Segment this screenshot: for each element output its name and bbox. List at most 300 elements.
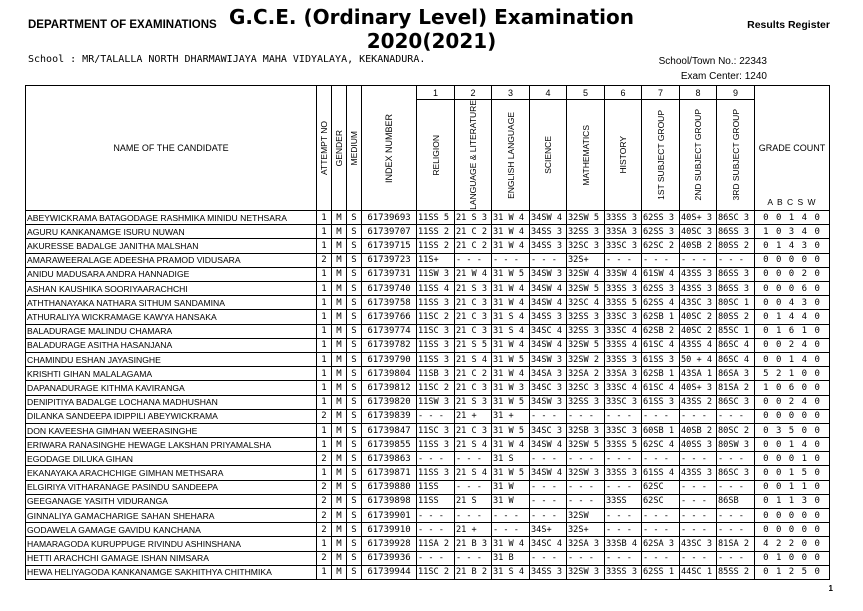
subject-result: - - - <box>530 480 567 494</box>
subject-result: 43SS 3 <box>680 282 717 296</box>
medium: S <box>347 225 362 239</box>
grade-count: 0 0 1 4 0 <box>755 438 830 452</box>
subject-result: - - - <box>417 452 455 466</box>
subject-result: 34SW 4 <box>530 211 567 225</box>
subject-result: 34SW 3 <box>530 352 567 366</box>
subject-result: - - - <box>455 253 492 267</box>
grade-count: 0 0 1 4 0 <box>755 211 830 225</box>
subject-result: 11SS 3 <box>417 438 455 452</box>
exam-title-line1: G.C.E. (Ordinary Level) Examination <box>228 5 635 29</box>
subject-result: 40SB 2 <box>680 239 717 253</box>
school-town-info <box>659 54 767 84</box>
subject-result: 34SC 3 <box>530 381 567 395</box>
gender: M <box>332 367 347 381</box>
subject-result: 62SB 2 <box>642 324 680 338</box>
index-number: 61739723 <box>362 253 417 267</box>
medium: S <box>347 509 362 523</box>
subject-result: - - - <box>642 253 680 267</box>
subject-result: 86SS 3 <box>717 267 755 281</box>
index-number: 61739928 <box>362 537 417 551</box>
candidate-name: ATHTHANAYAKA NATHARA SITHUM SANDAMINA <box>26 296 317 310</box>
grade-count: 0 0 2 4 0 <box>755 338 830 352</box>
subject-result: 11SC 2 <box>417 310 455 324</box>
medium: S <box>347 523 362 537</box>
candidate-name: CHAMINDU ESHAN JAYASINGHE <box>26 352 317 366</box>
subject-result: 33SS 4 <box>605 338 642 352</box>
subject-result: 40SC 2 <box>680 310 717 324</box>
index-number: 61739758 <box>362 296 417 310</box>
subject-result: 32SS 3 <box>567 225 605 239</box>
candidate-name: KRISHTI GIHAN MALALAGAMA <box>26 367 317 381</box>
subject-result: 61SS 3 <box>642 395 680 409</box>
index-number: 61739847 <box>362 423 417 437</box>
subject-result: 21 W 4 <box>455 267 492 281</box>
candidate-name: GEEGANAGE YASITH VIDURANGA <box>26 494 317 508</box>
index-number: 61739766 <box>362 310 417 324</box>
candidate-name: AMARAWEERALAGE ADEESHA PRAMOD VIDUSARA <box>26 253 317 267</box>
attempt-no: 1 <box>317 338 332 352</box>
medium: S <box>347 338 362 352</box>
subject-result: 21 S 4 <box>455 466 492 480</box>
grade-count: 0 0 1 5 0 <box>755 466 830 480</box>
subject-result: 32SB 3 <box>567 423 605 437</box>
subject-result: - - - <box>642 452 680 466</box>
subject-result: - - - <box>530 509 567 523</box>
subject-header-history: HISTORY <box>605 100 642 211</box>
subject-result: 34SW 4 <box>530 466 567 480</box>
subject-result: 33SC 3 <box>605 310 642 324</box>
subject-result: - - - <box>680 551 717 565</box>
subject-result: - - - <box>717 523 755 537</box>
subject-result: - - - <box>605 480 642 494</box>
candidate-name: EKANAYAKA ARACHCHIGE GIMHAN METHSARA <box>26 466 317 480</box>
subject-result: 31 W 5 <box>492 267 530 281</box>
attempt-no: 2 <box>317 551 332 565</box>
subject-result: - - - <box>530 409 567 423</box>
subject-result: 21 C 2 <box>455 239 492 253</box>
subject-result: 60SB 1 <box>642 423 680 437</box>
subject-header-group1: 1ST SUBJECT GROUP <box>642 100 680 211</box>
subject-result: 21 + <box>455 523 492 537</box>
subject-result: 61SW 4 <box>642 267 680 281</box>
medium: S <box>347 466 362 480</box>
subject-result: 61SS 4 <box>642 466 680 480</box>
table-row <box>26 480 830 494</box>
subject-result: 43SS 3 <box>680 466 717 480</box>
candidate-name: DON KAVEESHA GIMHAN WEERASINGHE <box>26 423 317 437</box>
subject-result: - - - <box>717 480 755 494</box>
subject-result: 34SC 4 <box>530 324 567 338</box>
subject-result: 21 C 3 <box>455 381 492 395</box>
gender: M <box>332 565 347 579</box>
subject-result: 33SW 4 <box>605 267 642 281</box>
subject-result: - - - <box>717 253 755 267</box>
attempt-no: 2 <box>317 253 332 267</box>
subject-result: 40SB 2 <box>680 423 717 437</box>
subject-result: - - - <box>567 409 605 423</box>
subject-result: - - - <box>605 551 642 565</box>
school-town-number: School/Town No.: 22343 <box>658 56 767 67</box>
subject-result: - - - <box>680 409 717 423</box>
medium: S <box>347 494 362 508</box>
subject-header-mathematics: MATHEMATICS <box>567 100 605 211</box>
medium: S <box>347 452 362 466</box>
index-number: 61739910 <box>362 523 417 537</box>
subject-result: 43SS 2 <box>680 395 717 409</box>
attempt-no: 1 <box>317 310 332 324</box>
subject-result: 34SC 4 <box>530 537 567 551</box>
subject-result: 31 W 4 <box>492 239 530 253</box>
subject-result: 62SS 3 <box>642 211 680 225</box>
subject-result: 21 C 3 <box>455 423 492 437</box>
exam-center: Exam Center: 1240 <box>680 71 767 82</box>
subject-result: 34SC 3 <box>530 423 567 437</box>
table-row <box>26 423 830 437</box>
subject-result: 31 S 4 <box>492 565 530 579</box>
subject-number: 2 <box>455 86 492 100</box>
subject-result: 31 W 5 <box>492 352 530 366</box>
candidate-name: GINNALIYA GAMACHARIGE SAHAN SHEHARA <box>26 509 317 523</box>
table-row <box>26 494 830 508</box>
grade-count: 0 0 4 3 0 <box>755 296 830 310</box>
subject-result: 31 W 5 <box>492 466 530 480</box>
subject-result: 32SW 5 <box>567 282 605 296</box>
index-number: 61739804 <box>362 367 417 381</box>
medium: S <box>347 409 362 423</box>
subject-result: 21 C 2 <box>455 367 492 381</box>
subject-result: 21 B 3 <box>455 537 492 551</box>
index-number: 61739774 <box>362 324 417 338</box>
gender: M <box>332 438 347 452</box>
subject-result: 40S+ 3 <box>680 211 717 225</box>
index-number: 61739898 <box>362 494 417 508</box>
subject-result: 33SC 3 <box>605 239 642 253</box>
subject-result: 43SC 3 <box>680 537 717 551</box>
attempt-no: 1 <box>317 267 332 281</box>
gender-column-header: GENDER <box>332 86 347 211</box>
subject-number: 3 <box>492 86 530 100</box>
gender: M <box>332 466 347 480</box>
subject-result: - - - <box>417 409 455 423</box>
subject-result: 31 W 4 <box>492 537 530 551</box>
gender: M <box>332 310 347 324</box>
gender: M <box>332 523 347 537</box>
grade-count: 0 1 6 1 0 <box>755 324 830 338</box>
candidate-name: HAMARAGODA KURUPPUGE RIVINDU ASHINSHANA <box>26 537 317 551</box>
gender: M <box>332 296 347 310</box>
subject-result: 31 W 5 <box>492 423 530 437</box>
subject-result: 21 + <box>455 409 492 423</box>
subject-result: 21 B 2 <box>455 565 492 579</box>
medium: S <box>347 253 362 267</box>
subject-result: 11SC 3 <box>417 324 455 338</box>
subject-result: 31 W 4 <box>492 211 530 225</box>
subject-result: 11SS 3 <box>417 466 455 480</box>
candidate-name: ASHAN KAUSHIKA SOORIYAARACHCHI <box>26 282 317 296</box>
subject-result: 44SC 1 <box>680 565 717 579</box>
subject-result: 21 S 3 <box>455 282 492 296</box>
medium: S <box>347 239 362 253</box>
attempt-no: 1 <box>317 381 332 395</box>
subject-result: 50 + 4 <box>680 352 717 366</box>
index-number: 61739782 <box>362 338 417 352</box>
subject-result: 11SW 3 <box>417 267 455 281</box>
subject-result: 80SW 3 <box>717 438 755 452</box>
subject-result: 62SC <box>642 494 680 508</box>
grade-count: 0 1 2 5 0 <box>755 565 830 579</box>
candidate-name: DAPANADURAGE KITHMA KAVIRANGA <box>26 381 317 395</box>
subject-result: 11SC 2 <box>417 565 455 579</box>
grade-count: 0 1 4 3 0 <box>755 239 830 253</box>
subject-result: 31 W 5 <box>492 395 530 409</box>
subject-result: 34SW 3 <box>530 267 567 281</box>
grade-count-header <box>755 86 830 211</box>
subject-result: 34SA 3 <box>530 367 567 381</box>
grade-count: 0 0 0 6 0 <box>755 282 830 296</box>
table-row <box>26 438 830 452</box>
subject-result: 31 W 3 <box>492 381 530 395</box>
subject-result: 33SB 4 <box>605 537 642 551</box>
grade-count: 0 0 2 4 0 <box>755 395 830 409</box>
subject-result: 32SW <box>567 509 605 523</box>
subject-result: 81SA 2 <box>717 537 755 551</box>
subject-result: 21 C 3 <box>455 310 492 324</box>
table-row <box>26 267 830 281</box>
table-row <box>26 225 830 239</box>
subject-result: 11SS 3 <box>417 352 455 366</box>
index-number: 61739693 <box>362 211 417 225</box>
subject-result: 34S+ <box>530 523 567 537</box>
subject-result: 40SS 3 <box>680 438 717 452</box>
subject-result: - - - <box>642 509 680 523</box>
gender: M <box>332 409 347 423</box>
table-row <box>26 537 830 551</box>
attempt-no: 2 <box>317 523 332 537</box>
exam-title <box>0 5 863 53</box>
results-table <box>25 85 830 580</box>
subject-result: - - - <box>455 551 492 565</box>
subject-result: 21 C 2 <box>455 225 492 239</box>
medium: S <box>347 367 362 381</box>
attempt-no: 1 <box>317 239 332 253</box>
table-row <box>26 239 830 253</box>
gender: M <box>332 267 347 281</box>
grade-count: 5 2 1 0 0 <box>755 367 830 381</box>
subject-result: 33SC 3 <box>605 423 642 437</box>
subject-result: 31 W <box>492 494 530 508</box>
medium: S <box>347 438 362 452</box>
results-register-label: Results Register <box>747 19 830 31</box>
subject-result: 11SS <box>417 480 455 494</box>
medium: S <box>347 423 362 437</box>
candidate-name: ABEYWICKRAMA BATAGODAGE RASHMIKA MINIDU NETHSARA <box>26 211 317 225</box>
subject-result: 21 S 3 <box>455 395 492 409</box>
subject-result: 32SS 3 <box>567 310 605 324</box>
subject-result: 62SS 1 <box>642 565 680 579</box>
subject-header-group2: 2ND SUBJECT GROUP <box>680 100 717 211</box>
subject-result: 33SS 5 <box>605 438 642 452</box>
medium: S <box>347 296 362 310</box>
attempt-no: 1 <box>317 225 332 239</box>
candidate-name: AGURU KANKANAMGE ISURU NUWAN <box>26 225 317 239</box>
subject-result: 31 W 4 <box>492 438 530 452</box>
subject-number: 1 <box>417 86 455 100</box>
index-number: 61739936 <box>362 551 417 565</box>
attempt-no: 2 <box>317 509 332 523</box>
attempt-no: 1 <box>317 352 332 366</box>
grade-count: 0 0 0 0 0 <box>755 253 830 267</box>
subject-result: 61SC 4 <box>642 338 680 352</box>
subject-result: - - - <box>642 409 680 423</box>
subject-result: - - - <box>605 452 642 466</box>
gender: M <box>332 452 347 466</box>
grade-count-title: GRADE COUNT <box>758 143 826 154</box>
subject-result: 32SC 3 <box>567 239 605 253</box>
subject-result: 32SC 3 <box>567 381 605 395</box>
candidate-name: BALADURAGE MALINDU CHAMARA <box>26 324 317 338</box>
subject-result: 11SS 2 <box>417 239 455 253</box>
attempt-no: 1 <box>317 282 332 296</box>
subject-result: 43SC 3 <box>680 296 717 310</box>
subject-result: 34SS 3 <box>530 225 567 239</box>
subject-result: 86SC 4 <box>717 338 755 352</box>
subject-result: 11SC 2 <box>417 381 455 395</box>
table-row <box>26 551 830 565</box>
subject-result: 62SA 3 <box>642 537 680 551</box>
subject-result: 62SS 3 <box>642 282 680 296</box>
medium: S <box>347 480 362 494</box>
subject-result: 21 S 4 <box>455 438 492 452</box>
grade-count: 0 1 0 0 0 <box>755 551 830 565</box>
subject-result: - - - <box>567 480 605 494</box>
subject-result: 32SS 3 <box>567 395 605 409</box>
subject-result: - - - <box>455 480 492 494</box>
subject-result: 31 W 4 <box>492 296 530 310</box>
attempt-no: 1 <box>317 423 332 437</box>
medium: S <box>347 267 362 281</box>
grade-letters: A B C S W <box>767 197 817 208</box>
subject-result: 34SW 4 <box>530 282 567 296</box>
index-number: 61739740 <box>362 282 417 296</box>
subject-result: 62SB 1 <box>642 310 680 324</box>
grade-count: 0 0 1 4 0 <box>755 352 830 366</box>
subject-result: 11SS 5 <box>417 211 455 225</box>
subject-result: 31 W 4 <box>492 282 530 296</box>
grade-count: 0 0 0 0 0 <box>755 409 830 423</box>
subject-result: 34SW 4 <box>530 296 567 310</box>
subject-result: 40SC 2 <box>680 324 717 338</box>
subject-result: - - - <box>492 523 530 537</box>
medium: S <box>347 537 362 551</box>
subject-result: 33SA 3 <box>605 367 642 381</box>
table-row <box>26 367 830 381</box>
subject-result: 40SC 3 <box>680 225 717 239</box>
medium: S <box>347 310 362 324</box>
subject-result: 11SC 3 <box>417 423 455 437</box>
subject-result: 31 W 4 <box>492 338 530 352</box>
gender: M <box>332 494 347 508</box>
table-row <box>26 523 830 537</box>
attempt-no: 2 <box>317 494 332 508</box>
table-row <box>26 253 830 267</box>
subject-result: - - - <box>492 253 530 267</box>
gender: M <box>332 509 347 523</box>
subject-result: 32SA 3 <box>567 537 605 551</box>
gender: M <box>332 239 347 253</box>
subject-result: 21 S 3 <box>455 211 492 225</box>
subject-result: - - - <box>680 480 717 494</box>
index-number: 61739820 <box>362 395 417 409</box>
subject-result: 62SC 4 <box>642 438 680 452</box>
subject-result: 31 W 4 <box>492 225 530 239</box>
table-row <box>26 452 830 466</box>
candidate-name: DENIPITIYA BADALGE LOCHANA MADHUSHAN <box>26 395 317 409</box>
subject-result: 34SW 3 <box>530 395 567 409</box>
table-row <box>26 211 830 225</box>
subject-result: - - - <box>605 509 642 523</box>
subject-result: 11SW 3 <box>417 395 455 409</box>
attempt-no: 1 <box>317 367 332 381</box>
subject-result: - - - <box>605 253 642 267</box>
subject-number: 6 <box>605 86 642 100</box>
subject-result: 34SW 4 <box>530 438 567 452</box>
subject-result: 32SW 5 <box>567 338 605 352</box>
attempt-no: 1 <box>317 565 332 579</box>
subject-result: 32SW 5 <box>567 438 605 452</box>
candidate-name: BALADURAGE ASITHA HASANJANA <box>26 338 317 352</box>
subject-result: 86SS 3 <box>717 282 755 296</box>
subject-result: 33SS <box>605 494 642 508</box>
subject-result: - - - <box>417 551 455 565</box>
grade-count: 0 3 5 0 0 <box>755 423 830 437</box>
medium: S <box>347 565 362 579</box>
subject-result: - - - <box>417 509 455 523</box>
subject-result: 61SS 3 <box>642 352 680 366</box>
exam-title-line2: 2020(2021) <box>366 29 497 53</box>
gender: M <box>332 480 347 494</box>
index-number: 61739715 <box>362 239 417 253</box>
subject-result: - - - <box>717 409 755 423</box>
subject-result: 61SC 4 <box>642 381 680 395</box>
subject-result: 86SS 3 <box>717 225 755 239</box>
subject-result: 31 S 4 <box>492 324 530 338</box>
subject-header-language: LANGUAGE & LITERATURE <box>455 100 492 211</box>
medium: S <box>347 551 362 565</box>
grade-count: 0 1 1 3 0 <box>755 494 830 508</box>
table-row <box>26 409 830 423</box>
subject-result: 33SA 3 <box>605 225 642 239</box>
subject-result: - - - <box>530 253 567 267</box>
subject-result: 62SS 3 <box>642 225 680 239</box>
table-row <box>26 565 830 579</box>
table-row <box>26 509 830 523</box>
subject-result: 85SS 2 <box>717 565 755 579</box>
subject-result: 32SW 4 <box>567 267 605 281</box>
subject-result: 40S+ 3 <box>680 381 717 395</box>
medium-column-header: MEDIUM <box>347 86 362 211</box>
subject-result: 11SS 3 <box>417 338 455 352</box>
table-row <box>26 338 830 352</box>
candidate-name: DILANKA SANDEEPA IDIPPILI ABEYWICKRAMA <box>26 409 317 423</box>
table-row <box>26 381 830 395</box>
grade-count: 0 0 0 1 0 <box>755 452 830 466</box>
subject-result: 80SS 2 <box>717 310 755 324</box>
subject-result: 32S+ <box>567 253 605 267</box>
grade-count: 0 0 1 1 0 <box>755 480 830 494</box>
candidate-name: EGODAGE DILUKA GIHAN <box>26 452 317 466</box>
subject-result: - - - <box>717 551 755 565</box>
subject-result: 21 S <box>455 494 492 508</box>
